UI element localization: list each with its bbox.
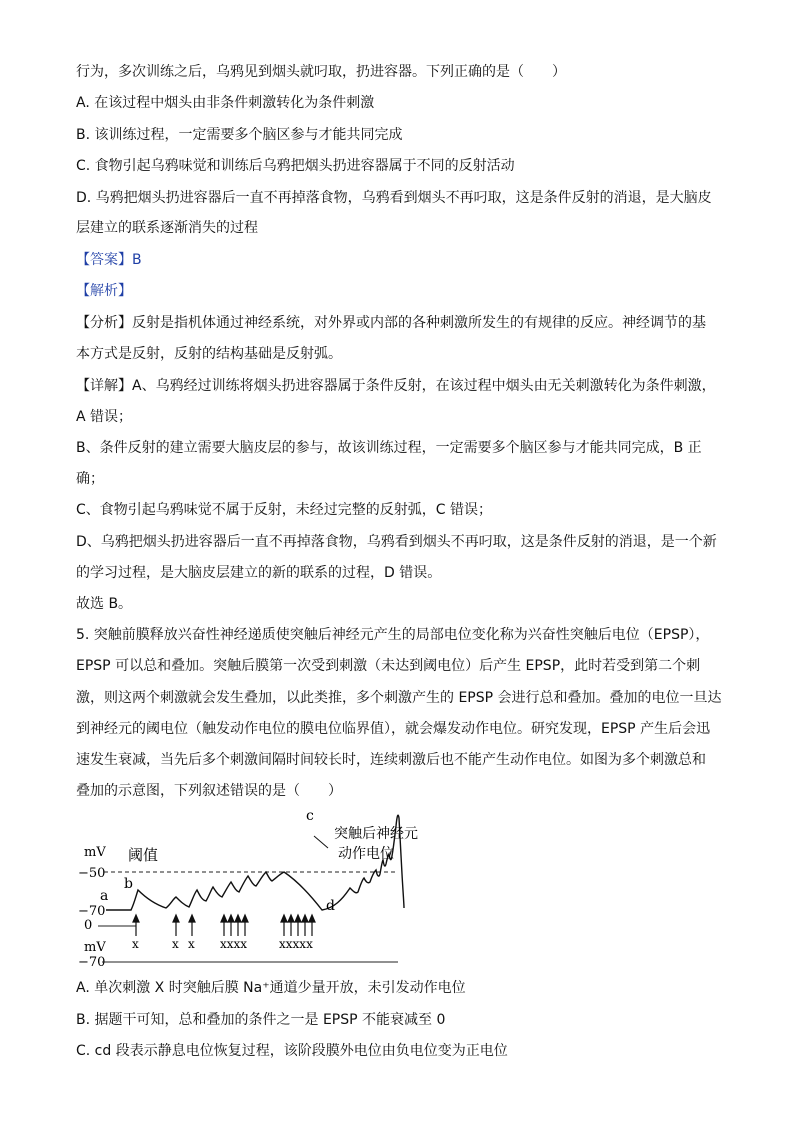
point-b-label: b [124, 876, 133, 892]
tick-minus-70: −70 [78, 904, 106, 919]
threshold-label: 阈值 [128, 846, 159, 864]
analysis-line-10: 故选 B。 [76, 596, 133, 612]
q5-stem-line-1: 5. 突触前膜释放兴奋性神经递质使突触后神经元产生的局部电位变化称为兴奋性突触后电位（EPSP）， [76, 627, 710, 643]
epsp-summation-figure [76, 804, 418, 976]
q4-option-b: B. 该训练过程，一定需要多个脑区参与才能共同完成 [76, 127, 403, 143]
q5-stem-line-6: 叠加的示意图，下列叙述错误的是（ ） [76, 783, 342, 799]
q5-option-a: A. 单次刺激 X 时突触后膜 Na⁺通道少量开放，未引发动作电位 [76, 980, 466, 996]
tick-minus-70-bottom: −70 [78, 955, 106, 970]
point-a-label: a [100, 888, 109, 904]
answer-label: 【答案】B [76, 252, 142, 268]
stimulus-label-3: x [188, 937, 195, 951]
analysis-line-2: 本方式是反射，反射的结构基础是反射弧。 [76, 346, 342, 362]
stimulus-arrows [133, 915, 315, 936]
q5-stem-line-5: 速发生衰减，当先后多个刺激间隔时间较长时，连续刺激后也不能产生动作电位。如图为多个刺激总和 [76, 752, 706, 768]
analysis-line-4: A 错误； [76, 409, 133, 425]
q5-stem-line-3: 激，则这两个刺激就会发生叠加，以此类推，多个刺激产生的 EPSP 会进行总和叠加。叠加的电位一旦达 [76, 690, 722, 706]
analysis-line-8: D、乌鸦把烟头扔进容器后一直不再掉落食物，乌鸦看到烟头不再叼取，这是条件反射的消退，是一个新 [76, 534, 717, 550]
point-c-label: c [306, 808, 314, 824]
analysis-label: 【解析】 [76, 283, 132, 299]
analysis-line-9: 的学习过程，是大脑皮层建立的新的联系的过程，D 错误。 [76, 565, 442, 581]
analysis-line-7: C、食物引起乌鸦味觉不属于反射，未经过完整的反射弧，C 错误； [76, 502, 492, 518]
analysis-line-6: 确； [76, 471, 104, 487]
stimulus-label-5: xxxxx [279, 937, 313, 951]
q5-option-c: C. cd 段表示静息电位恢复过程，该阶段膜外电位由负电位变为正电位 [76, 1043, 508, 1059]
analysis-line-5: B、条件反射的建立需要大脑皮层的参与，故该训练过程，一定需要多个脑区参与才能共同完成，B 正 [76, 440, 702, 456]
unit-label-bottom: mV [84, 940, 106, 955]
stimulus-label-1: x [132, 937, 139, 951]
analysis-line-1: 【分析】反射是指机体通过神经系统，对外界或内部的各种刺激所发生的有规律的反应。神经调节的基 [76, 315, 706, 331]
q4-stem-tail: 行为，多次训练之后，乌鸦见到烟头就叼取，扔进容器。下列正确的是（ ） [76, 64, 566, 80]
ap-label-line-1: 突触后神经元 [334, 826, 418, 842]
tick-zero: 0 [84, 918, 93, 933]
q5-stem-line-2: EPSP 可以总和叠加。突触后膜第一次受到刺激（未达到阈电位）后产生 EPSP，此时若受到第二个刺 [76, 658, 701, 674]
unit-label-top: mV [84, 845, 106, 860]
point-d-label: d [326, 898, 335, 914]
ap-callout-line [314, 836, 328, 848]
analysis-line-3: 【详解】A、乌鸦经过训练将烟头扔进容器属于条件反射，在该过程中烟头由无关刺激转化为条件刺激， [76, 378, 716, 394]
q4-option-d-line1: D. 乌鸦把烟头扔进容器后一直不再掉落食物，乌鸦看到烟头不再叼取，这是条件反射的消退，是大脑皮 [76, 190, 712, 206]
stimulus-label-2: x [172, 937, 179, 951]
q4-option-c: C. 食物引起乌鸦味觉和训练后乌鸦把烟头扔进容器属于不同的反射活动 [76, 158, 515, 174]
q4-option-d-line2: 层建立的联系逐渐消失的过程 [76, 220, 258, 236]
tick-minus-50: −50 [78, 866, 106, 881]
q5-option-b: B. 据题干可知，总和叠加的条件之一是 EPSP 不能衰减至 0 [76, 1012, 446, 1028]
q5-stem-line-4: 到神经元的阈电位（触发动作电位的膜电位临界值），就会爆发动作电位。研究发现，EPSP 产生后会迅 [76, 721, 711, 737]
stimulus-label-4: xxxx [220, 937, 248, 951]
q4-option-a: A. 在该过程中烟头由非条件刺激转化为条件刺激 [76, 95, 375, 111]
ap-label-line-2: 动作电位 [338, 846, 394, 862]
